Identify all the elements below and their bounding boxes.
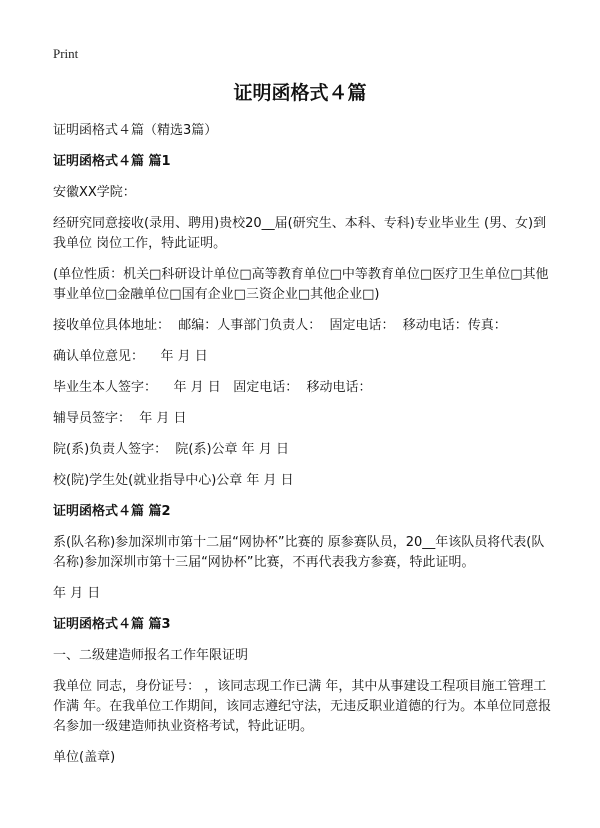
print-label: Print — [53, 46, 79, 61]
seal-line: 单位(盖章) — [53, 750, 116, 765]
subheading: 一、二级建造师报名工作年限证明 — [53, 648, 249, 663]
body-paragraph: 我单位 同志，身份证号： ，该同志现工作已满 年，其中从事建设工程项目施工管理工作满 年。在我单位工作期间，该同志遵纪守法，无违反职业道德的行为。本单位同意报名参加一级建造师执业资格考试，特此证明。 — [53, 679, 552, 734]
form-line-school-office: 校(院)学生处(就业指导中心)公章 年 月 日 — [53, 473, 294, 488]
form-line-address: 接收单位具体地址： 邮编：人事部门负责人： 固定电话： 移动电话：传真： — [53, 318, 507, 333]
body-paragraph: (单位性质：机关□科研设计单位□高等教育单位□中等教育单位□医疗卫生单位□其他事业单位□金融单位□国有企业□三资企业□其他企业□) — [53, 267, 549, 302]
body-paragraph: 经研究同意接收(录用、聘用)贵校20__届(研究生、本科、专科)专业毕业生 (男、女)到我单位 岗位工作，特此证明。 — [53, 216, 547, 251]
salutation: 安徽XX学院： — [53, 185, 136, 200]
section-heading-3: 证明函格式４篇 篇3 — [53, 617, 171, 632]
form-line-counselor: 辅导员签字： 年 月 日 — [53, 411, 187, 426]
form-line-graduate: 毕业生本人签字： 年 月 日 固定电话： 移动电话： — [53, 380, 372, 395]
document-title: 证明函格式４篇 — [233, 82, 367, 104]
section-heading-1: 证明函格式４篇 篇1 — [53, 154, 171, 169]
form-line-confirm: 确认单位意见： 年 月 日 — [53, 349, 208, 364]
form-line-dept-head: 院(系)负责人签字： 院(系)公章 年 月 日 — [53, 442, 289, 457]
section-heading-2: 证明函格式４篇 篇2 — [53, 504, 171, 519]
intro-line: 证明函格式４篇（精选3篇） — [53, 123, 218, 138]
date-line: 年 月 日 — [53, 586, 101, 601]
document-body — [53, 121, 553, 779]
body-paragraph: 系(队名称)参加深圳市第十二届“网协杯”比赛的 原参赛队员，20__年该队员将代表(队名称)参加深圳市第十三届“网协杯”比赛，不再代表我方参赛，特此证明。 — [53, 535, 545, 570]
